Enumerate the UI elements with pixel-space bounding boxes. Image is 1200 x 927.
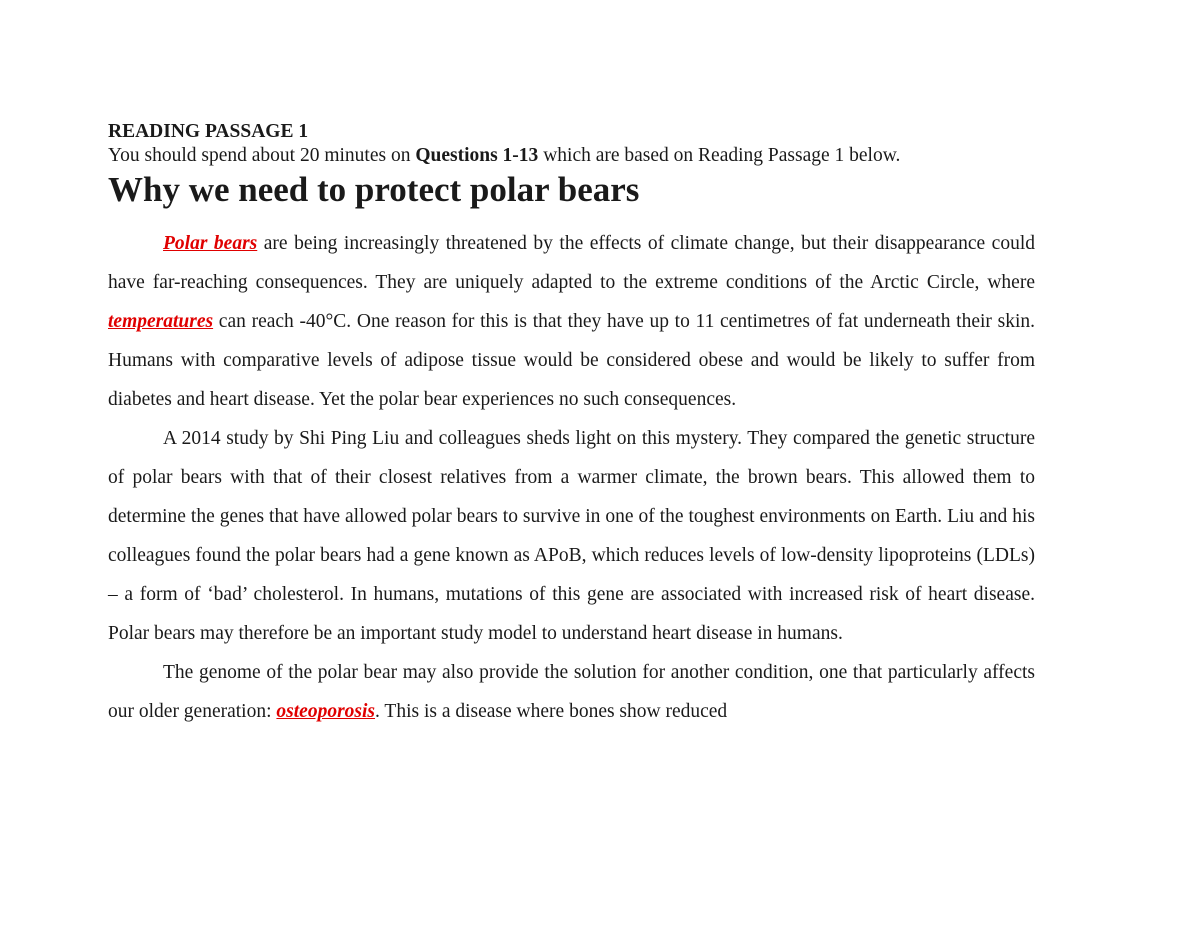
keyword-osteoporosis: osteoporosis: [276, 701, 376, 722]
passage-body: [108, 224, 1035, 731]
document-page: [108, 120, 1035, 731]
keyword-temperatures: temperatures: [108, 311, 214, 332]
instructions-text-before: You should spend about 20 minutes on: [108, 145, 416, 166]
keyword-polar-bears: Polar bears: [163, 233, 258, 254]
passage-label: READING PASSAGE 1: [108, 121, 309, 142]
instructions-text-after: which are based on Reading Passage 1 below.: [538, 145, 901, 166]
paragraph-text: The genome of the polar bear may also provide the solution for another condition, one that particularly affects our older generation:: [108, 662, 1035, 722]
paragraph-2: [108, 419, 1035, 653]
paragraph-text: are being increasingly threatened by the effects of climate change, but their disappearance could have far-reaching consequences. They are uniquely adapted to the extreme conditions of the Arctic Circle, where: [108, 233, 1036, 293]
paragraph-1: [108, 224, 1035, 419]
paragraph-3: [108, 653, 1035, 731]
paragraph-text: can reach -40°C. One reason for this is that they have up to 11 centimetres of fat underneath their skin. Humans with comparative levels of adipose tissue would be considered obese and would be likely to suffer from diabetes and heart disease. Yet the polar bear experiences no such consequences.: [108, 311, 1035, 410]
passage-title: Why we need to protect polar bears: [108, 170, 640, 209]
instructions-questions-range: Questions 1-13: [415, 145, 539, 166]
instructions-line: [108, 144, 1035, 168]
paragraph-text: A 2014 study by Shi Ping Liu and colleagues sheds light on this mystery. They compared the genetic structure of polar bears with that of their closest relatives from a warmer climate, the brown bears. This allowed them to determine the genes that have allowed polar bears to survive in one of the toughest environments on Earth. Liu and his colleagues found the polar bears had a gene known as APoB, which reduces levels of low-density lipoproteins (LDLs) – a form of ‘bad’ cholesterol. In humans, mutations of this gene are associated with increased risk of heart disease. Polar bears may therefore be an important study model to understand heart disease in humans.: [108, 428, 1035, 644]
paragraph-text: . This is a disease where bones show reduced: [375, 701, 728, 722]
